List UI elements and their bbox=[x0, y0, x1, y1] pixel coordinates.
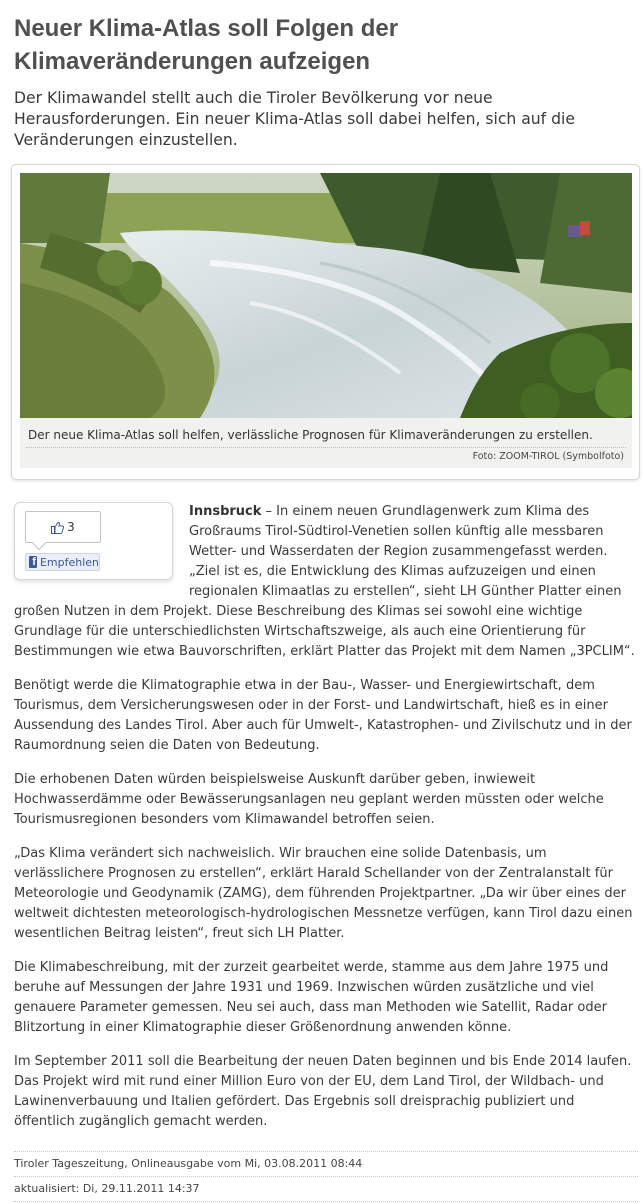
article-paragraph: Die Klimabeschreibung, mit der zurzeit gearbeitet werde, stamme aus dem Jahre 1975 und beruhe auf Messungen der Jahre 1931 und 1969. Inzwischen würden zusätzliche und viel genauere Parameter gemessen. Neu sei auch, dass man Methoden wie Satellit, Radar oder Blitzortung in einer Klimatographie dieser Größenordnung anwenden könne. bbox=[14, 960, 609, 1035]
article-image-box bbox=[11, 164, 640, 480]
article-paragraph: Benötigt werde die Klimatographie etwa in der Bau-, Wasser- und Energiewirtschaft, dem Tourismus, dem Versicherungswesen oder in der Forst- und Landwirtschaft, hieß es in einer Aussendung des Landes Tirol. Aber auch für Umwelt-, Katastrophen- und Zivilschutz und in der Raumordnung seien die Daten von Bedeutung. bbox=[14, 678, 632, 753]
recommend-label: Empfehlen bbox=[39, 555, 99, 569]
article-paragraph: Im September 2011 soll die Bearbeitung der neuen Daten beginnen und bis Ende 2014 laufen. Das Projekt wird mit rund einer Million Euro von der EU, dem Land Tirol, der Wildbach- und Lawinenverbauung und Italien gefördert. Das Ergebnis soll dreisprachig publiziert und öffentlich zugänglich gemacht werden. bbox=[14, 1054, 632, 1129]
caption-divider bbox=[26, 447, 626, 448]
image-credit: Foto: ZOOM-TIROL (Symbolfoto) bbox=[472, 451, 624, 462]
image-caption: Der neue Klima-Atlas soll helfen, verlässliche Prognosen für Klimaveränderungen zu erstellen. bbox=[28, 428, 593, 442]
image-caption-bar bbox=[20, 418, 632, 468]
article-paragraph: „Das Klima verändert sich nachweislich. Wir brauchen eine solide Datenbasis, um verlässlichere Prognosen zu erstellen“, erklärt Harald Schellander von der Zentralanstalt für Meteorologie und Geodynamik (ZAMG), dem führenden Projektpartner. „Da wir über eines der weltweit dichtesten meteorologisch-hydrologischen Messnetze verfügen, kann Tirol dazu einen wesentlichen Beitrag leisten“, freut sich LH Platter. bbox=[14, 846, 633, 941]
article-body bbox=[14, 502, 638, 1146]
article-photo[interactable] bbox=[20, 173, 632, 418]
publication-info: Tiroler Tageszeitung, Onlineausgabe vom Mi, 03.08.2011 08:44 bbox=[14, 1151, 638, 1176]
article-title: Neuer Klima-Atlas soll Folgen der Klimaveränderungen aufzeigen bbox=[14, 15, 399, 75]
update-info: aktualisiert: Di, 29.11.2011 14:37 bbox=[14, 1176, 638, 1202]
river-photo-image bbox=[20, 173, 632, 418]
article-lead: Der Klimawandel stellt auch die Tiroler Bevölkerung vor neue Herausforderungen. Ein neuer Klima-Atlas soll dabei helfen, sich auf die Veränderungen einzustellen. bbox=[14, 89, 575, 149]
article-paragraph: Die erhobenen Daten würden beispielsweise Auskunft darüber geben, inwieweit Hochwasserdämme oder Bewässerungsanlagen neu geplant werden müssten oder welche Tourismusregionen besonders vom Klimawandel betroffen seien. bbox=[14, 772, 604, 827]
facebook-icon: f bbox=[29, 556, 37, 568]
article-dateline: Innsbruck bbox=[189, 504, 262, 519]
like-count: 3 bbox=[67, 520, 75, 534]
article-paragraph: Innsbruck – In einem neuen Grundlagenwerk zum Klima des Großraums Tirol-Südtirol-Venetien sollen künftig alle messbaren Wetter- und Wasserdaten der Region zusammengefasst werden. „Ziel ist es, die Entwicklung des Klimas aufzuzeigen und einen regionalen Klimaatlas zu erstellen“, sieht LH Günther Platter einen großen Nutzen in dem Projekt. Diese Beschreibung des Klimas sei sowohl eine wichtige Grundlage für die unterschiedlichsten Wirtschaftszweige, als auch eine Orientierung für Bestimmungen wie etwa Bauvorschriften, erklärt Platter das Projekt mit dem Namen „3PCLIM“. bbox=[14, 504, 635, 659]
article-footer bbox=[14, 1151, 638, 1202]
